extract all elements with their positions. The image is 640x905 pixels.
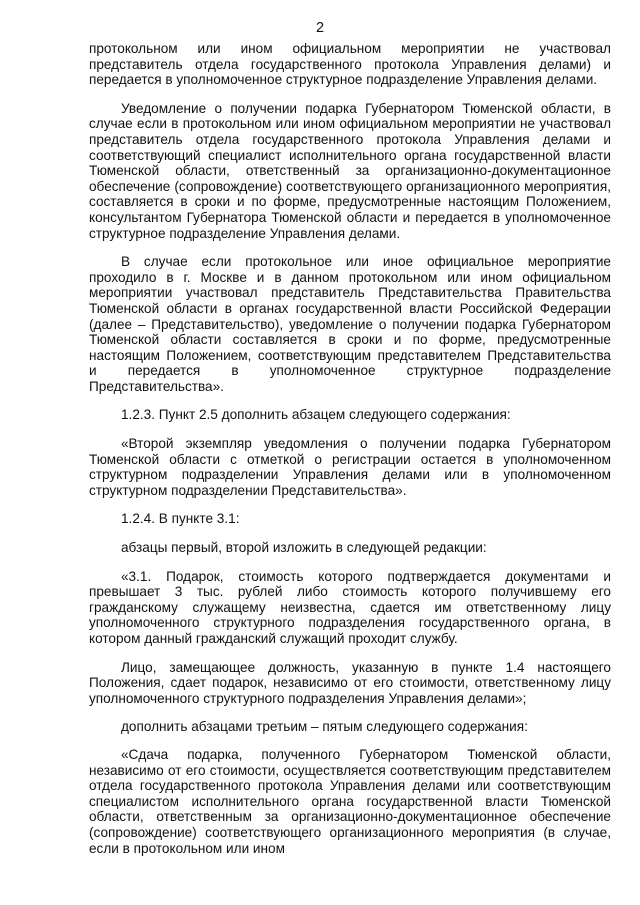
paragraph-gift-handover: «Сдача подарка, полученного Губернатором Тюменской области, независимо от его стоимости, осуществляется соответствующим представителем отдела государственного протокола Управления делами или соответствующим специалистом исполнительного органа государственной власти Тюменской области, ответственным за организационно-документационное обеспечение (сопровождение) соответствующего организационного мероприятия (в случае, если в протокольном или ином [89, 746, 611, 856]
paragraph-notification-governor: Уведомление о получении подарка Губернатором Тюменской области, в случае если в протокольном или ином официальном мероприятии не участвовал представитель отдела государственного протокола Управления делами и соответствующий специалист исполнительного органа государственной власти Тюменской области, ответственный за организационно-документационное обеспечение (сопровождение) соответствующего организационного мероприятия, составляется в сроки и по форме, предусмотренные настоящим Положением, консультантом Губернатора Тюменской области и передается в уполномоченное структурное подразделение Управления делами. [89, 100, 611, 241]
paragraph-continuation: протокольном или ином официальном мероприятии не участвовал представитель отдела государственного протокола Управления делами) и передается в уполномоченное структурное подразделение Управления делами. [89, 41, 611, 88]
paragraph-second-copy: «Второй экземпляр уведомления о получении подарка Губернатором Тюменской области с отметкой о регистрации остается в уполномоченном структурном подразделении Управления делами или в уполномоченном структурном подразделении Представительства». [89, 436, 611, 498]
paragraph-item-1-2-4: 1.2.4. В пункте 3.1: [121, 511, 240, 527]
paragraph-item-1-2-3: 1.2.3. Пункт 2.5 дополнить абзацем следующего содержания: [121, 407, 511, 423]
document-body [89, 41, 611, 869]
paragraph-3-1: «3.1. Подарок, стоимость которого подтверждается документами и превышает 3 тыс. рублей либо стоимость которого получившему его гражданскому служащему неизвестна, сдается им ответственному лицу уполномоченного структурного подразделения государственного органа, в котором данный гражданский служащий проходит службу. [89, 568, 611, 646]
paragraph-add-paragraphs: дополнить абзацами третьим – пятым следующего содержания: [121, 719, 528, 735]
paragraph-position-holder: Лицо, замещающее должность, указанную в пункте 1.4 настоящего Положения, сдает подарок, независимо от его стоимости, ответственному лицу уполномоченного структурного подразделения Управления делами»; [89, 659, 611, 706]
page-number: 2 [315, 20, 325, 36]
paragraph-new-wording: абзацы первый, второй изложить в следующей редакции: [121, 540, 487, 556]
paragraph-moscow-representation: В случае если протокольное или иное официальное мероприятие проходило в г. Москве и в данном протокольном или ином официальном мероприятии участвовал представитель Представительства Правительства Тюменской области в органах государственной власти Российской Федерации (далее – Представительство), уведомление о получении подарка Губернатором Тюменской области составляется в сроки и по форме, предусмотренные настоящим Положением, соответствующим представителем Представительства и передается в уполномоченное структурное подразделение Представительства». [89, 254, 611, 394]
